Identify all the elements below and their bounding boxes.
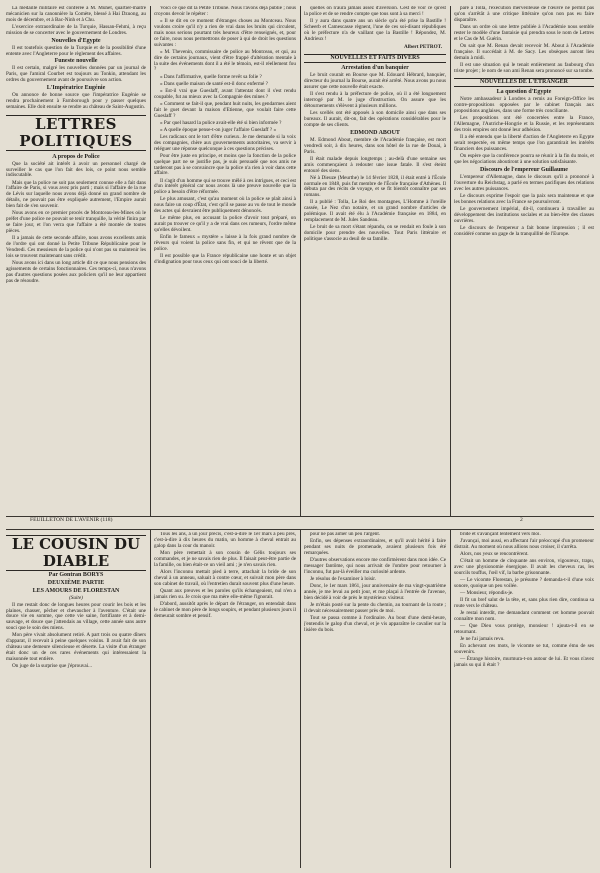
article-paragraph: Tout se passa comme à l'ordinaire. Au bout d'une demi-heure, j'entendis le galop d'un cheval, et je vis apparaître le cavalier sur la lisière du bois. (304, 614, 446, 633)
rubric-title: NOUVELLES DE L'ETRANGER (454, 78, 594, 88)
article-paragraph: On annonce de bonne source que l'impératrice Eugénie se rendra prochainement à Farnborough pour y passer quelques semaines. Elle doit ensuite se rendre au château de Saint-Augustin. (6, 91, 146, 110)
rubric-title: NOUVELLES ET FAITS DIVERS (304, 54, 446, 64)
article-paragraph: La médaille militaire est conférée à M. Muhet, quartier-maître mécanicien sur la canonnière la Comète, blessé à Hai Dzuong, au mois de décembre, et à Bac-Ninh et à Chu. (6, 6, 146, 23)
news-heading: EDMOND ABOUT (350, 129, 400, 136)
article-subtitle: A propos de Police (52, 153, 100, 160)
column-2 (154, 6, 296, 514)
article-paragraph: — Le vicomte Florestan, je présume ? demanda-t-il d'une voix sonore, quoique un peu voilée. (454, 577, 594, 589)
article-paragraph: « Dans quelle maison de santé est-il donc enfermé ? (160, 80, 268, 87)
article-paragraph: Je m'étais posté sur la pente du chemin, au tournant de la route ; il devait nécessairement passer près de moi. (304, 601, 446, 614)
column-3 (304, 6, 446, 514)
article-paragraph: J'avançai, moi aussi, en affectant l'air préoccupé d'un promeneur distrait. Au moment où nous allions nous croiser, il s'arrêta. (454, 538, 594, 550)
article-paragraph: quelles on n'aura jamais assez d'aversion. Cest de voir ce qu'est la police et de se rendre compte que tous sont à sa merci ! (304, 6, 446, 17)
article-paragraph: Il a jamais de cette seconde affaire, nous avons excellents amis de l'ordre qui ont donné la Petite Tribune Républicaine pour le Vendredi. Ces messieurs de la police qui n'ont pas su maintenir les lois se trouvent maintenant sans crédit. (6, 235, 146, 259)
article-paragraph: On juge de la surprise que j'éprouvai... (12, 663, 93, 670)
article-paragraph: Nous avons en ce premier procès de Montceau-les-Mines où le préfet d'une police ne pouvait se tenir tranquille, la vérité finira par se faire jour, et l'on verra que l'affaire a été montée de toutes pièces. (6, 210, 146, 234)
column-rule (300, 530, 301, 868)
news-heading: L'Impératrice Eugénie (46, 85, 106, 92)
column-rule (300, 6, 301, 516)
article-paragraph: Dans un ordre où une lettre publiée à l'Académie nous semble rester le modèle d'une fantaisie qui prendra sous le nom de Lettres et le Cas de M. Guérin. (454, 23, 594, 42)
article-paragraph: Le discours de l'empereur a fait bonne impression ; il est considéré comme un gage de la tranquillité de l'Europe. (454, 224, 594, 237)
column-rule (150, 6, 151, 516)
feuilleton-band (0, 518, 600, 528)
article-paragraph: « Dans l'affirmative, quelle forme revêt sa folie ? (160, 73, 262, 80)
article-paragraph: — Étrange histoire, murmura-t-on autour de lui. Et vous n'avez jamais su qui il était ? (454, 656, 594, 669)
article-paragraph: Il est toutefois question de la Turquie et de la possibilité d'une entente avec l'Angleterre pour le règlement des affaires. (6, 44, 146, 57)
feuilleton-label: FEUILLETON DE L'AVENIR (118) (30, 517, 113, 523)
article-paragraph: bride et s'avançant lentement vers moi. (460, 532, 541, 537)
article-paragraph: Mais que la police ne soit pas seulement connue elle a fait dans l'affaire de Paris, si vous avez pris parti ; mais si l'affaire de la rue de Lévis sur laquelle nous avons déjà donné un grand nombre de détails, ne pouvait pas être expliquée autrement, l'Empire aurait bien fait de s'en souvenir. (6, 179, 146, 210)
feuilleton-suite: (Suite) (69, 594, 83, 601)
article-paragraph: Il y aura dans quatre ans un siècle qu'a été prise la Bastille ! Scheerb et Camescasse règnent, l'une de ces soi-disant républiques où le préfecture n'a de vaillant que la Bastille ! Répondez, M. Andrieux ! (304, 18, 446, 42)
news-heading: Arrestation d'un banquier (341, 65, 409, 72)
article-paragraph: Enfin le fameux « mystère » laisse à la fois grand nombre de rêveurs qui voient la police sans fin, et qui ne rêvent que de la police. (154, 234, 296, 253)
feuilleton-part: DEUXIÈME PARTIE (47, 579, 105, 586)
article-paragraph: Il est certain, malgré les nouvelles données par un journal de Paris, que l'amiral Courbet est toujours au Tonkin, attendant les ordres du gouvernement avant de poursuivre son action. (6, 65, 146, 84)
article-paragraph: L'exercice extraordinaire de la Turquie, Hassan-Fehmi, à reçu mission de se concerter avec le gouvernement de Londres. (6, 23, 146, 36)
article-paragraph: En achevant ces mots, le vicomte se tut, comme ému de ses souvenirs. (454, 643, 594, 656)
column-rule (450, 6, 451, 516)
article-paragraph: Je résolus de l'examiner à loisir. (310, 575, 377, 582)
column-1 (6, 6, 146, 514)
news-heading: Nouvelles d'Egypte (51, 37, 101, 44)
article-paragraph: — Monsieur, répondis-je. (460, 590, 514, 597)
article-paragraph: Pour être juste en principe, et moins que la fonction de la police quelque part ne se justifie pas, je suis persuadé que nos amis ne tarderont pas à se convaincre que la police n'a rien à voir dans cette affaire. (154, 152, 296, 177)
article-paragraph: Il me restait donc de longues heures pour courir les bois et les plaines, chasser, pêcher et chevaucher à l'aventure. C'était une douce vie en somme, que cette vie saine, fortifiante et à demi-sauvage, et douce que j'attendais au village, cette année sans autre souci que le soin des miens. (6, 601, 146, 632)
article-paragraph: — Que Dieu vous protège, monsieur ! ajouta-t-il en se retournant. (454, 623, 594, 636)
article-paragraph: Né à Dieuze (Meurthe) le 14 février 1828, il était entré à l'École normale en 1848, puis fut membre de l'École française d'Athènes. Il débuta par des récits de voyage, et se fit bientôt connaître par ses romans. (304, 174, 446, 199)
article-paragraph: « Il se dit en ce moment d'étranges choses au Montceau. Nous voulons croire qu'il n'y a rien de vrai dans les bruits qui circulent, mais nous serions pourtant très heureux d'être renseignés, et, pour ce faire, nous nous permettrons de poser à qui de droit les questions suivantes : (154, 18, 296, 48)
article-paragraph: Le même plus, en accusant la police d'avoir tout préparé, on aurait pu trouver ce qu'il y a de vrai dans ces rumeurs, l'ordre même qu'elles dévoilent. (154, 215, 296, 234)
article-paragraph: Le plus amusant, c'est qu'au moment où la police se plaît ainsi à nous faire un coup d'État, c'est qu'il se passe au vu de tout le monde des actes qui devraient être publiquement dénoncés. (154, 196, 296, 215)
article-paragraph: « Comment se fait-il que, pendant huit nuits, les gendarmes aient fait le guet devant la maison d'Etienne, que voulait faire cette Gueslaff ? (154, 100, 296, 119)
article-paragraph: Mon père vivait absolument retiré. A part trois ou quatre dîners d'apparat, il recevait à peine quelques voisins. Il avait fait de son château une demeure silencieuse et déserte. La visite d'un étranger était donc un de ces rares événements qui intéressaient la maisonnée tout entière. (6, 632, 146, 662)
article-paragraph: Nous avons ici dans un long article dit ce que nous pensions des agissements de certains fonctionnaires. Ces temps-ci, nous n'avons pas d'autres questions posées aux policiers qu'il ne leur appartient pas de résoudre. (6, 259, 146, 284)
article-paragraph: D'autres observations encore me confirmèrent dans mon idée. Ce messager fantôme, qui nous arrivait de l'ombre pour retourner à l'inconnu, fut par-là éveiller ma curiosité ardente. (304, 557, 446, 575)
article-paragraph: Il est possible que la France républicaine une honte et un objet d'indignation pour tous ceux qui ont souci de la liberté. (154, 253, 296, 266)
article-paragraph: pour ne pas aimer un peu l'argent. (310, 532, 381, 537)
article-paragraph: Tous les ans, à un jour précis, c'est-à-dire le 1er mars à peu près, c'est-à-dire à dix heures du matin, un homme à cheval entrait au galop dans la cour du manoir. (154, 532, 296, 549)
article-paragraph: Le bruit de sa mort s'étant répandu, on se rendait en foule à son domicile pour prendre des nouvelles. Tout Paris littéraire et politique s'associe au deuil de sa famille. (304, 224, 446, 243)
news-heading: Discours de l'empereur Guillaume (480, 166, 568, 173)
article-paragraph: Mon père remettait à son cousin de Gélis toujours ses commandes, et je ne savais rien de plus. Il faisait peut-être partie de la famille, ou bien était-ce un vieil ami ; je n'en savais rien. (154, 549, 296, 568)
article-paragraph: Il a été entendu que la liberté d'action de l'Angleterre en Egypte serait respectée, en même temps que l'on garantirait les intérêts financiers des puissances. (454, 134, 594, 152)
article-paragraph: Le gouvernement impérial, dit-il, continuera à travailler au développement des institutions sociales et au bien-être des classes ouvrières. (454, 205, 594, 224)
article-paragraph: Donc, le 1er mars 1861, jour anniversaire de ma vingt-quatrième année, je me levai au petit jour, et me plaçai à l'entrée de l'avenue, bien décidé à voir de près le mystérieux visiteur. (304, 583, 446, 601)
article-paragraph: Il a publié : Tolla, Le Roi des montagnes, L'Homme à l'oreille cassée, Le Nez d'un notaire, et un grand nombre d'articles de polémique. Il avait été élu à l'Académie française en 1884, en remplacement de M. Jules Sandeau. (304, 199, 446, 224)
article-paragraph: Les scellés ont été apposés à son domicile ainsi que dans ses bureaux. Il aurait, dit-on, fait des opérations considérables pour le compte de ses clients. (304, 110, 446, 128)
article-paragraph: Quant aux preuves et les paroles qu'ils échangeaient, nul n'en a jamais rien su. Je crois que ma mère elle-même l'ignorait. (154, 587, 296, 600)
feuilleton-column-4 (454, 532, 594, 868)
article-paragraph: Notre ambassadeur à Londres a remis au Foreign-Office les contre-propositions opposées par le cabinet français aux propositions anglaises, dans une forme très conciliante. (454, 96, 594, 115)
article-paragraph: Il s'agit d'un homme qui se trouve mêlé à ces intrigues, et ceci est d'un intérêt général car nous avons là une preuve nouvelle que la police a besoin d'être réformée. (154, 177, 296, 196)
article-paragraph: Le bruit courait en Bourse que M. Edouard Hébrard, banquier, directeur du journal la Bourse, aurait été arrêté. Nous avons pu nous assurer que cette nouvelle était exacte. (304, 72, 446, 91)
feuilleton-column-2 (154, 532, 296, 868)
article-paragraph: L'empereur d'Allemagne, dans le discours qu'il a prononcé à l'ouverture du Reichstag, a parlé en termes pacifiques des relations avec les autres puissances. (454, 173, 594, 192)
column-rule (450, 530, 451, 868)
article-paragraph: paré à Tolla, l'exécution merveilleuse de l'œuvre ne permit pas qu'on s'arrêtât à une critique littéraire qu'on non pas eu faire disparaître. (454, 6, 594, 23)
article-paragraph: Le discours exprime l'espoir que la paix sera maintenue et que les bonnes relations avec la France se poursuivront. (454, 192, 594, 205)
article-paragraph: M. Edmond About, membre de l'Académie française, est mort vendredi soir, à dix heures, dans son hôtel de la rue de Douai, à Paris. (304, 136, 446, 155)
feuilleton-column-3 (304, 532, 446, 868)
article-paragraph: D'abord, aussitôt après le départ de l'étranger, on entendait dans le cabinet de mon père de longs soupirs, et pendant plusieurs jours il demeurait sombre et pensif. (154, 600, 296, 619)
article-paragraph: Il était malade depuis longtemps ; au-delà d'une semaine ses amis commençaient à redouter une issue fatale. Il s'est éteint entouré des siens. (304, 155, 446, 174)
article-paragraph: Alors, nos yeux se rencontrèrent. (460, 551, 529, 558)
article-paragraph: Enfin, ses dépenses extraordinaires, et qu'il avait hérité à faire pendant ses nuits de promenade, avaient plusieurs fois été remarquées. (304, 538, 446, 556)
article-paragraph: Voici ce que dit la Petite Tribune. Nous l'avons déjà publié ; nous croyons devoir le répéter : (154, 6, 296, 17)
article-paragraph: Que la société ait intérêt à avoir un personnel chargé de surveiller le cas que l'on fait des lois, ce point nous semble indiscutable. (6, 160, 146, 179)
article-paragraph: Il s'est rendu à la préfecture de police, où il a été longuement interrogé par M. le juge d'instruction. On assure que les détournements s'élèvent à plusieurs millions. (304, 91, 446, 110)
article-paragraph: Les radicaux ont le tort d'être curieux. Je me demande si la voix des compagnies, chère aux gouvernements autoritaires, va servir à reléguer une réponse quelconque à ces questions précises. (154, 133, 296, 152)
article-paragraph: Je restai interdit, me demandant comment cet homme pouvait connaître mon nom. (454, 610, 594, 623)
article-paragraph: « Est-il vrai que Gueslaff, avant l'attentat dont il s'est rendu coupable, fut au mieux avec la Compagnie des mines ? (154, 87, 296, 100)
feuilleton-title: LE COUSIN DU DIABLE (6, 535, 146, 571)
news-heading: La question d'Egypte (496, 89, 552, 96)
article-paragraph: On sait que M. Renan devait recevoir M. About à l'Académie française. Il succédait à M. de Sacy. Les obsèques auront lieu demain à midi. (454, 42, 594, 61)
article-paragraph: C'était un homme de cinquante ans environ, vigoureux, trapu, avec une physionomie énergique. Il avait les cheveux ras, les sourcils touffus, l'œil vif, la barbe grisonnante. (454, 558, 594, 576)
article-paragraph: Il fit un bref salut de la tête, et, sans plus rien dire, continua sa route vers le château. (454, 597, 594, 610)
article-paragraph: Les propositions ont été concertées entre la France, l'Allemagne, l'Autriche-Hongrie et la Russie, et les représentants des trois empires ont donné leur adhésion. (454, 115, 594, 134)
article-paragraph: Je ne l'ai jamais revu. (460, 636, 505, 643)
feuilleton-column-1 (6, 532, 146, 868)
article-paragraph: Alors l'inconnu mettait pied à terre, attachait la bride de son cheval à un anneau, saluait à contre cœur, et suivait mon père dans son cabinet de travail, où l'entretien durait souvent plus d'une heure. (154, 568, 296, 587)
article-paragraph: « M. Thevenin, commissaire de police au Montceau, et qui, au dire de certains journaux, vient d'être frappé d'altération mentale à la suite des événements dont il a été le témoin, est-il réellement fou ? (154, 48, 296, 73)
lettres-politiques-title: LETTRES POLITIQUES (6, 115, 146, 151)
column-4 (454, 6, 594, 514)
page-number: 2 (520, 517, 523, 523)
article-paragraph: « A quelle époque pense-t-on juger l'affaire Gueslaff ? » (160, 126, 277, 133)
article-signature: Albert PETROT. (404, 43, 442, 50)
article-paragraph: On espère que la conférence pourra se réunir à la fin du mois, et que les négociations aboutiront à une solution satisfaisante. (454, 153, 594, 165)
column-rule (150, 530, 151, 868)
news-heading: Funeste nouvelle (54, 58, 98, 65)
feuilleton-subtitle: LES AMOURS DE FLORESTAN (32, 587, 120, 594)
article-paragraph: Il est une situation qui le tenait entièrement au faubourg d'un triste projet ; le nom de son ami Renan sera prononcé sur sa tombe. (454, 61, 594, 74)
article-paragraph: « Par quel hasard la police avait-elle été si bien informée ? (160, 119, 282, 126)
feuilleton-author: Par Gontran BORYS (48, 572, 104, 578)
